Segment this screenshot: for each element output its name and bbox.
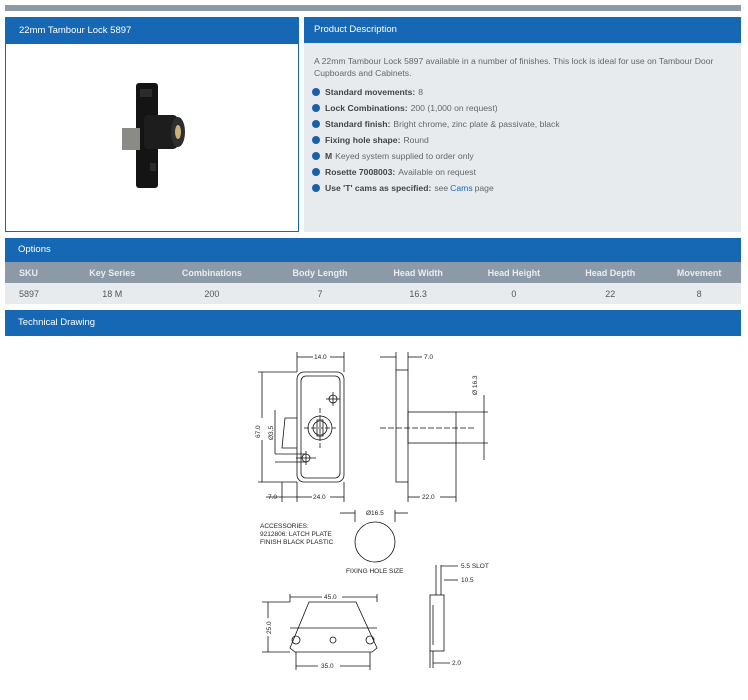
table-row (5, 283, 741, 304)
column-header: Combinations (156, 262, 269, 283)
table-cell: 16.3 (372, 283, 465, 304)
bullet-icon (312, 104, 320, 112)
fixing-hole (340, 510, 408, 562)
cams-link[interactable]: Cams (450, 183, 473, 193)
dim-label: 7.0 (424, 354, 434, 361)
options-table (5, 262, 741, 304)
product-title: 22mm Tambour Lock 5897 (6, 18, 298, 44)
dim-label: 22.0 (422, 494, 435, 501)
accessories-label: 9212806: LATCH PLATE (260, 531, 332, 538)
dim-label: 2.0 (452, 660, 462, 667)
dim-label: 45.0 (324, 594, 337, 601)
column-header: Movement (657, 262, 741, 283)
column-header: Head Height (465, 262, 564, 283)
lock-cam (122, 128, 140, 150)
accessories-label: FINISH BLACK PLASTIC (260, 539, 334, 546)
spec-item: M Keyed system supplied to order only (312, 148, 731, 164)
description-intro: A 22mm Tambour Lock 5897 available in a number of finishes. This lock is ideal for use on Tambour Door Cupboards and Cabinets. (314, 56, 714, 78)
accessories-label: ACCESSORIES: (260, 523, 309, 530)
column-header: Head Depth (563, 262, 657, 283)
spec-item: Standard finish: Bright chrome, zinc plate & passivate, black (312, 116, 731, 132)
dim-label: 24.0 (313, 494, 326, 501)
latch-plate-view (262, 594, 377, 670)
table-cell: 8 (657, 283, 741, 304)
spec-item: Use 'T' cams as specified: see Cams page (312, 180, 731, 196)
dim-label: Ø 16.3 (472, 375, 479, 395)
bullet-icon (312, 168, 320, 176)
bullet-icon (312, 120, 320, 128)
dim-label: 67.0 (255, 425, 262, 438)
column-header: Body Length (268, 262, 371, 283)
dim-label: 7.0 (268, 494, 278, 501)
table-cell: 22 (563, 283, 657, 304)
product-description-panel (304, 17, 741, 232)
spec-item: Fixing hole shape: Round (312, 132, 731, 148)
table-header-row (5, 262, 741, 283)
latch-plate-side-view (430, 565, 458, 668)
table-cell: 7 (268, 283, 371, 304)
spec-list (304, 79, 741, 196)
bullet-icon (312, 184, 320, 192)
bullet-icon (312, 88, 320, 96)
spec-item: Standard movements: 8 (312, 84, 731, 100)
dim-label: Ø16.5 (366, 510, 384, 517)
spec-item: Rosette 7008003: Available on request (312, 164, 731, 180)
column-header: Head Width (372, 262, 465, 283)
dim-label: 35.0 (321, 663, 334, 670)
table-cell: 18 M (69, 283, 156, 304)
top-accent-bar (5, 5, 741, 11)
product-photo (116, 73, 196, 203)
dim-label: 25.0 (266, 621, 273, 634)
dim-label: FIXING HOLE SIZE (346, 568, 404, 575)
column-header: Key Series (69, 262, 156, 283)
bullet-icon (312, 136, 320, 144)
side-view (380, 352, 488, 502)
description-heading: Product Description (304, 17, 741, 43)
table-cell: 200 (156, 283, 269, 304)
dim-label: Ø3.5 (268, 425, 275, 440)
dim-label: 14.0 (314, 354, 327, 361)
options-heading: Options (5, 238, 741, 262)
technical-drawing (0, 336, 748, 700)
spec-item: Lock Combinations: 200 (1,000 on request) (312, 100, 731, 116)
technical-drawing-heading: Technical Drawing (5, 310, 741, 336)
dim-label: 10.5 (461, 577, 474, 584)
column-header: SKU (5, 262, 69, 283)
table-cell: 0 (465, 283, 564, 304)
bullet-icon (312, 152, 320, 160)
product-image-panel (5, 17, 299, 232)
table-cell: 5897 (5, 283, 69, 304)
front-view (282, 372, 344, 482)
dim-label: 5.5 SLOT (461, 563, 489, 570)
